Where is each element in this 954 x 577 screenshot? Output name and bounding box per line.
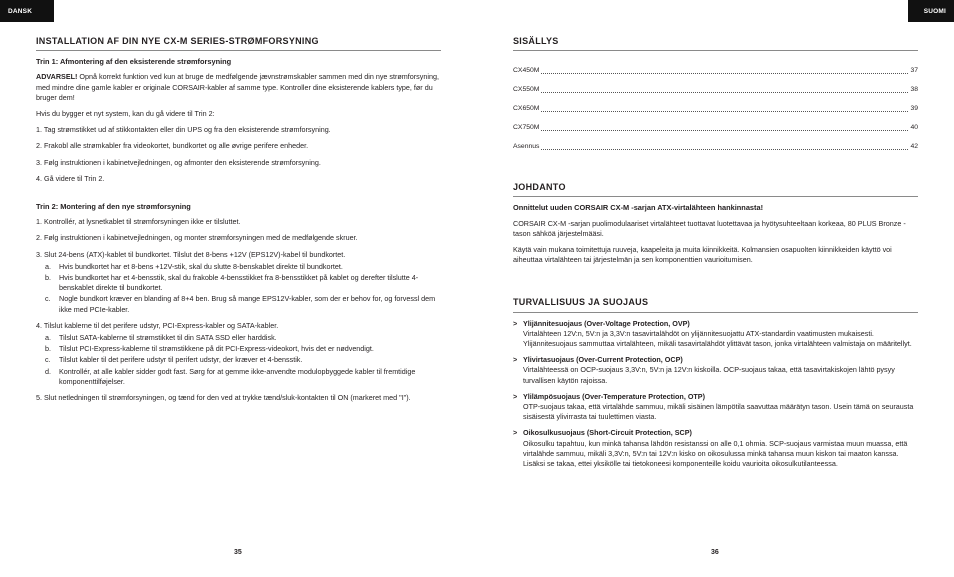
chevron-right-icon: > [513,355,518,365]
toc-entry-page: 42 [910,143,918,150]
protection-text: Virtalähteessä on OCP-suojaus 3,3V:n, 5V:n ja 12V:n kiskoilla. OCP-suojaus takaa, että tasavirtakiskojen lähtö pysyy turvallisen käytön rajoissa. [523,365,895,385]
warning-label: ADVARSEL! [36,72,78,82]
language-tab-label: SUOMI [923,7,946,15]
list-item-text: 4. Tilslut kablerne til det perifere udstyr, PCI-Express-kabler og SATA-kabler. [36,320,279,330]
language-tab-label: DANSK [8,7,33,15]
list-item-text: 3. Slut 24-bens (ATX)-kablet til bundkortet. Tilslut det 8-bens +12V (EPS12V)-kabel til bundkortet. [36,249,346,259]
protection-heading [513,355,918,365]
protection-text: Virtalähteen 12V:n, 5V:n ja 3,3V:n tasavirtalähdöt on ylijännitesuojattu ATX-standardin vaatimusten mukaisesti. Ylijännitesuojaus sammuttaa virtalähteen, mikäli tasavirtalähdöt ylittävät tason, jonka virtalähteen valmistaja on määritellyt. [523,328,912,349]
right-page [513,36,918,475]
toc-entry-name: CX550M [513,86,540,93]
list-item-text: 1. Kontrollér, at lysnetkablet til strømforsyningen ikke er tilsluttet. [36,217,241,227]
toc-entry-name: CX450M [513,67,540,74]
toc-entry[interactable] [513,133,918,152]
protection-list [513,319,918,470]
sub-list-item [36,344,441,354]
step1-title: Trin 1: Afmontering af den eksisterende strømforsyning [36,57,232,67]
chevron-right-icon: > [513,318,518,328]
step2-title: Trin 2: Montering af den nye strømforsyning [36,202,191,212]
protection-title: Ylivirtasuojaus (Over-Current Protection, OCP) [523,355,683,365]
protection-text: OTP-suojaus takaa, että virtalähde sammuu, mikäli sisäinen lämpötila saavuttaa määrätyn tason. Usein tämä on seurausta sisäisestä ylivirrasta tai tuulettimen viasta. [523,402,914,422]
toc-leader [541,149,908,150]
list-item [36,393,441,403]
sub-list-item [36,262,441,272]
protection-item [513,392,918,423]
toc-entry-page: 39 [910,105,918,112]
toc-leader [541,111,908,112]
toc-entry[interactable] [513,95,918,114]
page-number-right: 36 [711,549,719,556]
installation-title: INSTALLATION AF DIN NYE CX-M SERIES-STRØMFORSYNING [36,36,441,51]
intro-paragraph: Käytä vain mukana toimitettuja ruuveja, kaapeleita ja muita kiinnikkeitä. Kolmansien osapuolten kiinnikkeiden käyttö voi aiheuttaa virtalähteen tai järjestelmän ja sen komponenttien vaurioitumisen. [513,245,892,265]
sub-list-marker: b. [45,273,51,283]
toc-title: SISÄLLYS [513,36,918,51]
sub-list-text: Nogle bundkort kræver en blanding af 8+4 ben. Brug så mange EPS12V-kabler, som der er behov for, og forvessl dem ikke med PCIe-kabler. [59,294,436,314]
protection-heading [513,428,918,438]
language-tab-danish [0,0,54,22]
sub-list-marker: c. [45,294,51,304]
toc-entry[interactable] [513,76,918,95]
sub-list-item [36,367,441,387]
list-item: 3. Følg instruktionen i kabinetvejledningen, og afmonter den eksisterende strømforsyning. [36,157,321,167]
list-item-text: 2. Følg instruktionen i kabinetvejledningen, og monter strømforsyningen med de medfølgende skruer. [36,233,358,243]
sub-list-marker: c. [45,355,51,365]
chevron-right-icon: > [513,428,518,438]
page-number-left: 35 [234,549,242,556]
intro-subtitle: Onnittelut uuden CORSAIR CX-M -sarjan ATX-virtalähteen hankinnasta! [513,203,764,213]
toc-entry-name: Asennus [513,143,540,150]
toc-entry-page: 38 [910,86,918,93]
list-item [36,233,441,243]
toc-entry-page: 37 [910,67,918,74]
protection-text: Oikosulku tapahtuu, kun minkä tahansa lähdön resistanssi on alle 0,1 ohmia. SCP-suojaus varmistaa muun muassa, että virtalähde sammuu, mikäli 3,3V:n, 5V:n tai 12V:n kisko on oikosulussa minkä tahansa muun kiskon tai maaton kanssa. Lisäksi se takaa, ettei yksikölle tai tietokoneesi komponenteille koidu vaurioita oikosulkutilanteessa. [523,438,908,469]
list-item: 2. Frakobl alle strømkabler fra videokortet, bundkortet og alle øvrige perifere enheder. [36,141,309,151]
sub-list-text: Tilslut SATA-kablerne til strømstikket til din SATA SSD eller harddisk. [59,333,277,343]
intro-title: JOHDANTO [513,182,918,197]
language-tab-finnish [908,0,954,22]
protection-item [513,428,918,469]
list-item [36,250,441,315]
sub-list-marker: d. [45,366,51,376]
protection-heading [513,319,918,329]
sub-list-text: Tilslut kabler til det perifere udstyr til perifert udstyr, der kræver et 4-bensstik. [59,355,303,365]
warning-paragraph [36,72,441,103]
list-item [36,217,441,227]
sub-list-item [36,333,441,343]
toc-leader [541,130,908,131]
list-item: 4. Gå videre til Trin 2. [36,173,105,183]
sub-list-text: Hvis bundkortet har et 8-bens +12V-stik, skal du slutte 8-benskablet direkte til bundkortet. [59,261,343,271]
toc-list [513,57,918,152]
intro-text: Hvis du bygger et nyt system, kan du gå videre til Trin 2: [36,109,215,119]
toc-entry[interactable] [513,114,918,133]
step2-list [36,217,441,403]
left-page [36,36,441,409]
protection-title: Ylijännitesuojaus (Over-Voltage Protection, OVP) [523,318,690,328]
sub-list-text: Tilslut PCI-Express-kablerne til strømstikkene på dit PCI-Express-videokort, hvis det er nødvendigt. [59,344,374,354]
protection-item [513,355,918,386]
sub-list-text: Kontrollér, at alle kabler sidder godt fast. Sørg for at gemme ikke-anvendte modulopbyggede kabler til fremtidige komponenttilføjelser. [59,366,416,386]
sub-list-marker: b. [45,344,51,354]
intro-paragraph: CORSAIR CX-M -sarjan puolimodulaariset virtalähteet tuottavat luotettavaa ja hyötysuhteeltaan korkeaa, 80 PLUS Bronze -tason sähköä järjestelmääsi. [513,218,906,238]
toc-entry-name: CX750M [513,124,540,131]
sub-list [36,262,441,315]
toc-leader [541,92,908,93]
sub-list-item [36,294,441,314]
sub-list-text: Hvis bundkortet har et 4-bensstik, skal du frakoble 4-bensstikket fra 8-bensstikket på kablet og derefter tilslutte 4-benskablet direkte til bundkortet. [59,273,419,293]
protection-title: Ylilämpösuojaus (Over-Temperature Protection, OTP) [523,391,705,401]
toc-entry[interactable] [513,57,918,76]
chevron-right-icon: > [513,391,518,401]
toc-entry-page: 40 [910,124,918,131]
step1-list [36,125,441,184]
sub-list-item [36,273,441,293]
protection-item [513,319,918,350]
list-item-text: 5. Slut netledningen til strømforsyningen, og tænd for den ved at trykke tænd/sluk-kontakten til ON (markeret med "I"). [36,393,411,403]
warning-text: Opnå korrekt funktion ved kun at bruge de medfølgende jævnstrømskabler sammen med din nye strømforsyning, med mindre dine gamle kabler er originale CORSAIR-kabler af samme type. Kontroller dine eksisterende kablers type, før du bruger dem! [36,72,439,102]
list-item: 1. Tag strømstikket ud af stikkontakten eller din UPS og fra den eksisterende strømforsyning. [36,125,331,135]
safety-title: TURVALLISUUS JA SUOJAUS [513,297,918,312]
sub-list-item [36,355,441,365]
list-item [36,321,441,387]
protection-title: Oikosulkusuojaus (Short-Circuit Protection, SCP) [523,428,692,438]
sub-list-marker: a. [45,333,51,343]
protection-heading [513,392,918,402]
sub-list-marker: a. [45,261,51,271]
toc-entry-name: CX650M [513,105,540,112]
sub-list [36,333,441,387]
toc-leader [541,73,908,74]
